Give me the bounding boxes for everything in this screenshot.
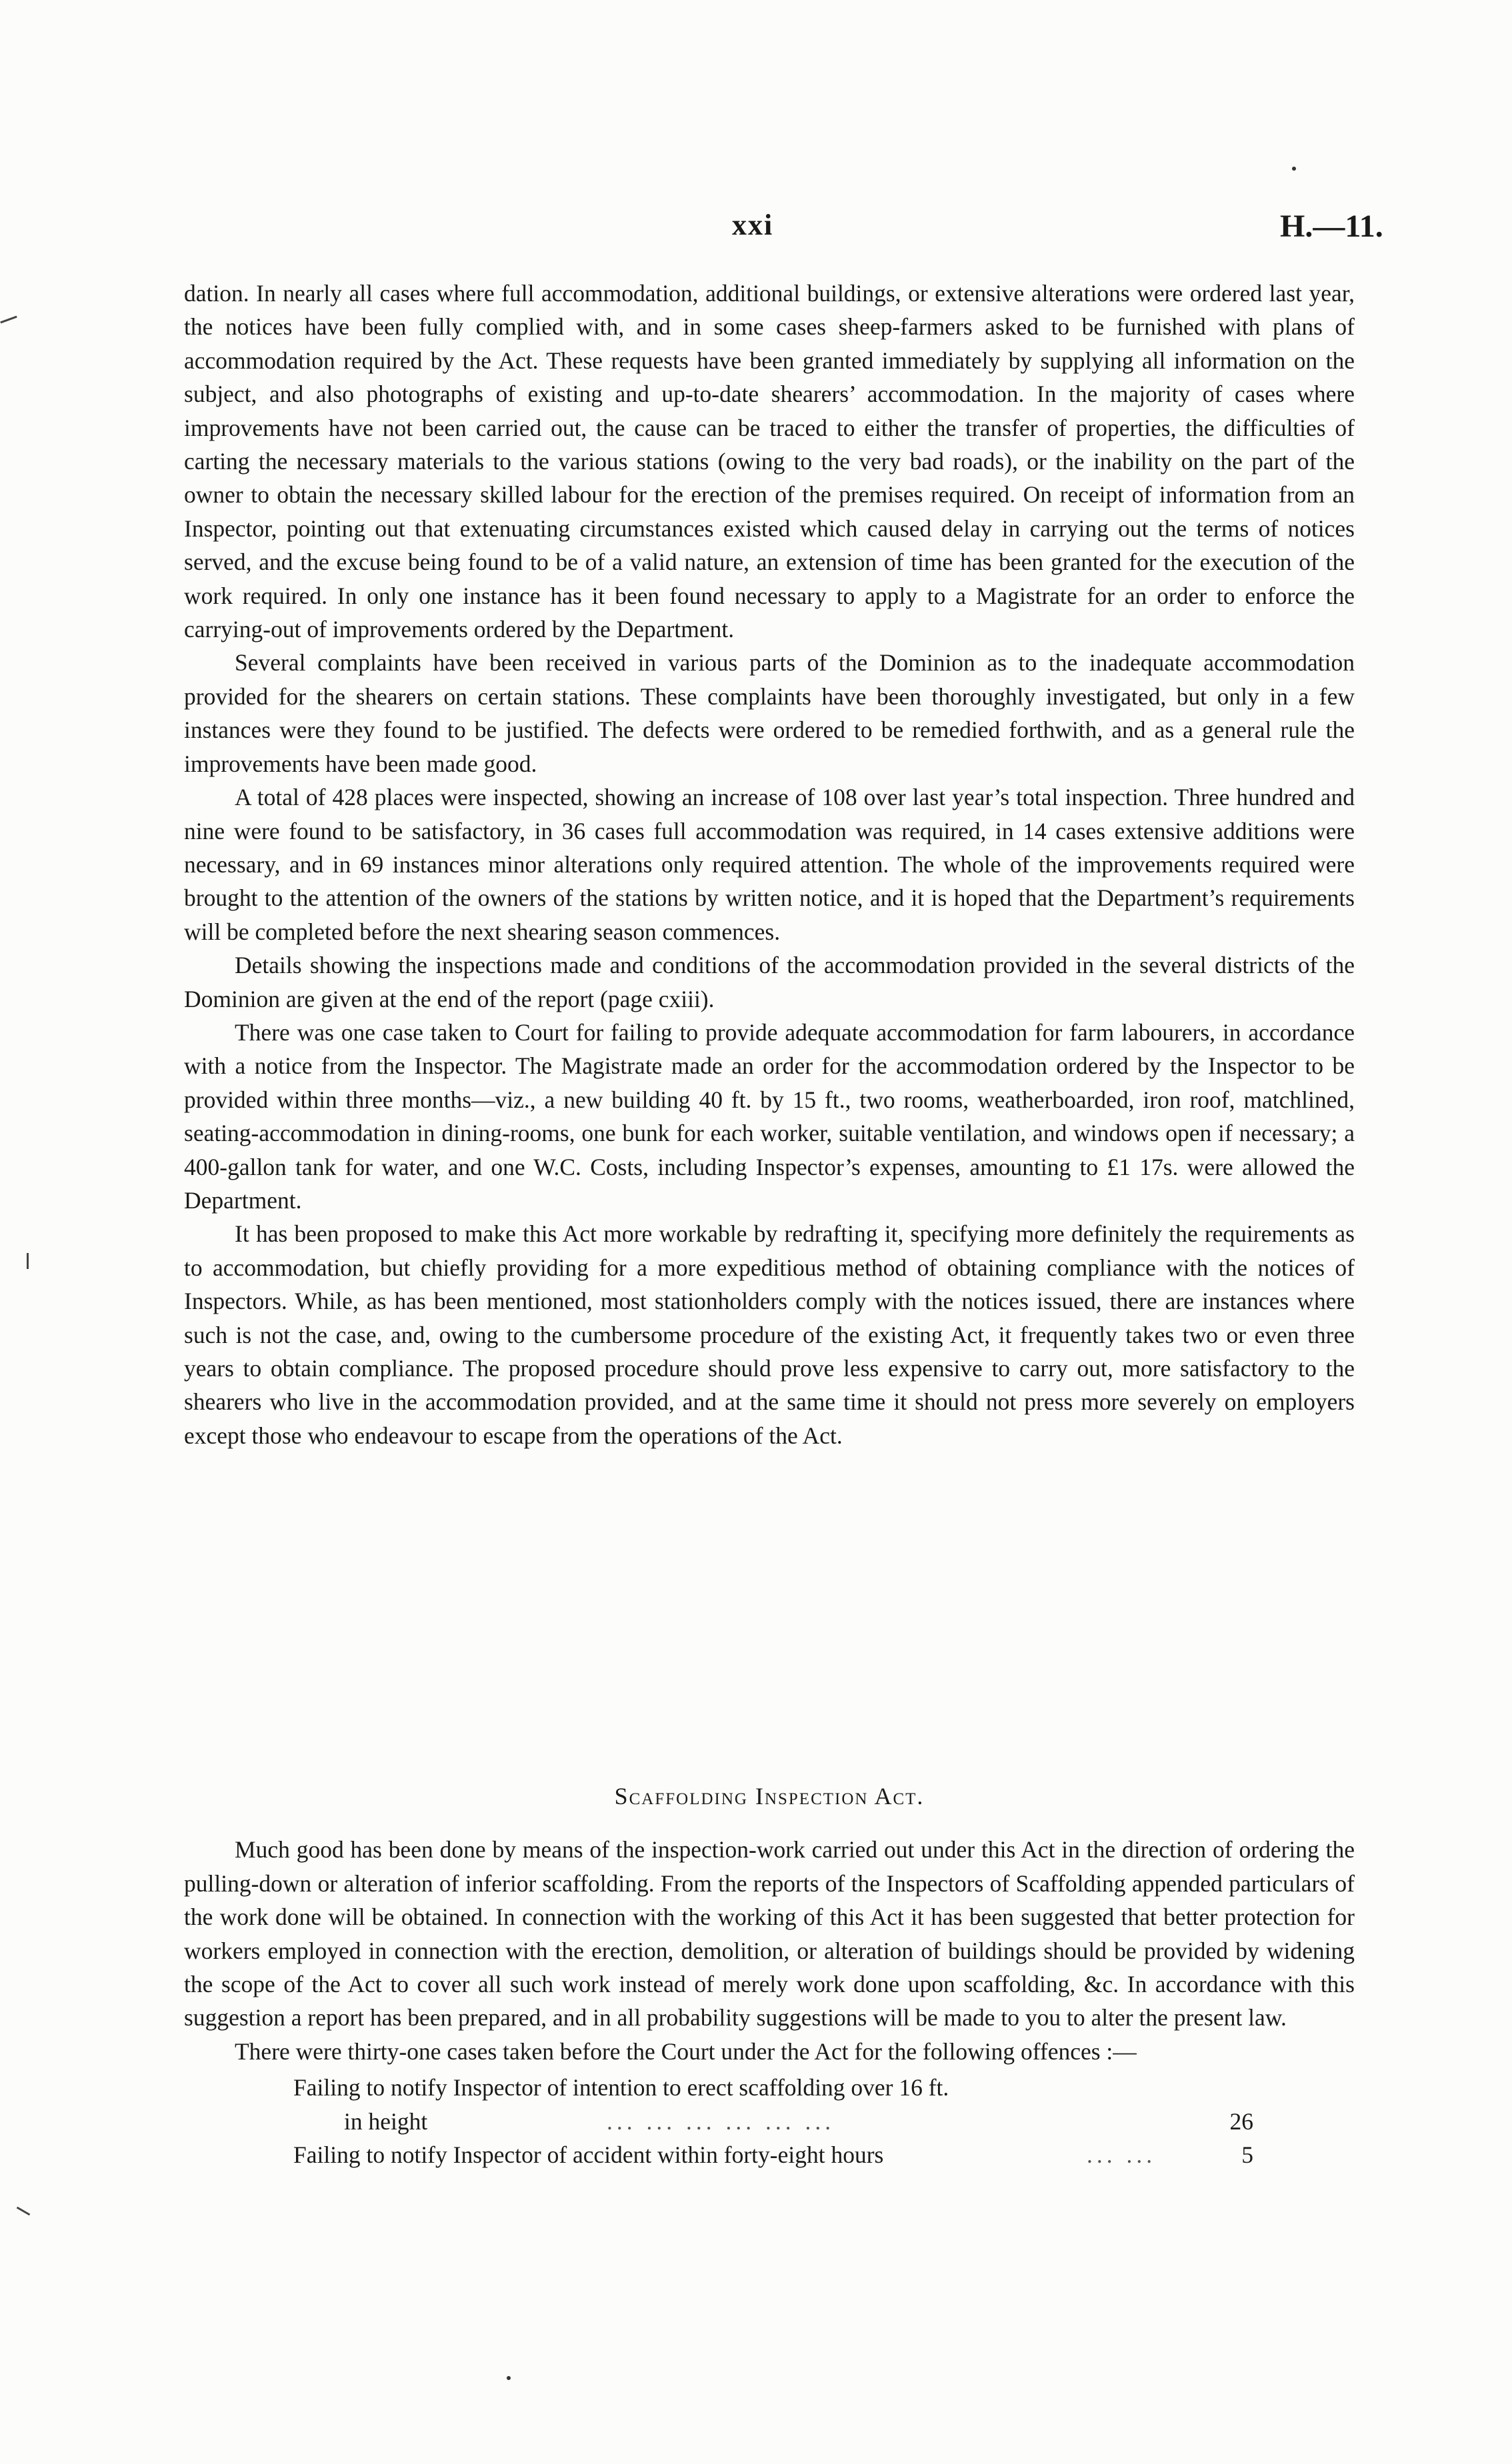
- report-body: [184, 277, 1355, 1452]
- paragraph-scaffolding-work: Much good has been done by means of the inspection-work carried out under this Act in the direction of ordering the pulling-down or alteration of inferior scaffolding. From the reports of the Inspectors of Scaffolding appended particulars of the work done will be obtained. In connection with the working of this Act it has been suggested that better protection for workers employed in connection with the erection, demolition, or alteration of buildings should be provided by widening the scope of the Act to cover all such work instead of merely work done upon scaffolding, &c. In accordance with this suggestion a report has been prepared, and in all probability suggestions will be made to you to alter the present law.: [184, 1836, 1355, 2031]
- scan-speck: [1292, 167, 1296, 171]
- section-heading: Scaffolding Inspection Act.: [614, 1783, 925, 1810]
- dot-leader: ... ... ... ... ... ...: [607, 2107, 835, 2135]
- paragraph-court-case: There was one case taken to Court for failing to provide adequate accommodation for farm labourers, in accordance with a notice from the Inspector. The Magistrate made an order for the accommodation ordered by the Inspector to be provided within three months—viz., a new building 40 ft. by 15 ft., two rooms, weatherboarded, iron roof, matchlined, seating-accommodation in dining-rooms, one bunk for each worker, suitable ventilation, and windows open if necessary; a 400-gallon tank for water, and one W.C. Costs, including Inspector’s expenses, amounting to £1 17s. were allowed the Department.: [184, 1018, 1355, 1214]
- offence-count: 26: [1229, 2107, 1253, 2135]
- paragraph-offences-intro: There were thirty-one cases taken before the Court under the Act for the following offences :—: [235, 2037, 1137, 2065]
- offences-list: [184, 2071, 1355, 2171]
- offence-description: Failing to notify Inspector of accident within forty-eight hours: [293, 2141, 884, 2169]
- offence-description: Failing to notify Inspector of intention to erect scaffolding over 16 ft.: [293, 2074, 949, 2101]
- offence-item: [293, 2071, 1355, 2104]
- offence-description-continued: in height: [344, 2107, 428, 2135]
- margin-mark: [27, 1253, 29, 1269]
- document-reference: H.—11.: [1280, 209, 1383, 244]
- scan-speck: [507, 2376, 511, 2380]
- paragraph-inspections-total: A total of 428 places were inspected, showing an increase of 108 over last year’s total inspection. Three hundred and nine were found to be satisfactory, in 36 cases full accommodation was required, in 14 cases extensive additions were necessary, and in 69 instances minor alterations only required attention. The whole of the improvements required were brought to the attention of the owners of the stations by written notice, and it is hoped that the Department’s requirements will be completed before the next shearing season commences.: [184, 784, 1355, 945]
- margin-mark: [0, 316, 17, 324]
- paragraph-continuation: dation. In nearly all cases where full accommodation, additional buildings, or extensive alterations were ordered last year, the notices have been fully complied with, and in some cases sheep-farmers asked to be furnished with plans of accommodation required by the Act. These requests have been granted immediately by supplying all information on the subject, and also photographs of existing and up-to-date shearers’ accommodation. In the majority of cases where improvements have not been carried out, the cause can be traced to either the transfer of properties, the difficulties of carting the necessary materials to the various stations (owing to the very bad roads), or the inability on the part of the owner to obtain the necessary skilled labour for the erection of the premises required. On receipt of information from an Inspector, pointing out that extenuating circumstances existed which caused delay in carrying out the terms of notices served, and the excuse being found to be of a valid nature, an extension of time has been granted for the execution of the work required. In only one instance has it been found necessary to apply to a Magistrate for an order to enforce the carrying-out of improvements ordered by the Department.: [184, 280, 1355, 643]
- dot-leader: ... ...: [1087, 2141, 1157, 2169]
- offence-item-continuation: [293, 2105, 1253, 2138]
- margin-mark: [17, 2207, 31, 2216]
- offence-item: [293, 2138, 1253, 2171]
- page-number: xxi: [732, 209, 774, 241]
- offence-count: 5: [1241, 2141, 1253, 2169]
- paragraph-complaints: Several complaints have been received in various parts of the Dominion as to the inadequate accommodation provided for the shearers on certain stations. These complaints have been thoroughly investigated, but only in a few instances were they found to be justified. The defects were ordered to be remedied forthwith, and as a general rule the improvements have been made good.: [184, 649, 1355, 777]
- scaffolding-section: [184, 1780, 1355, 2171]
- paragraph-redrafting: It has been proposed to make this Act more workable by redrafting it, specifying more definitely the requirements as to accommodation, but chiefly providing for a more expeditious method of obtaining compliance with the notices of Inspectors. While, as has been mentioned, most stationholders comply with the notices issued, there are instances where such is not the case, and, owing to the cumbersome procedure of the existing Act, it frequently takes two or even three years to obtain compliance. The proposed procedure should prove less expensive to carry out, more satisfactory to the shearers who live in the accommodation provided, and at the same time it should not press more severely on employers except those who endeavour to escape from the operations of the Act.: [184, 1220, 1355, 1449]
- page-header: [0, 208, 1512, 248]
- paragraph-details: Details showing the inspections made and conditions of the accommodation provided in the several districts of the Dominion are given at the end of the report (page cxiii).: [184, 952, 1355, 1012]
